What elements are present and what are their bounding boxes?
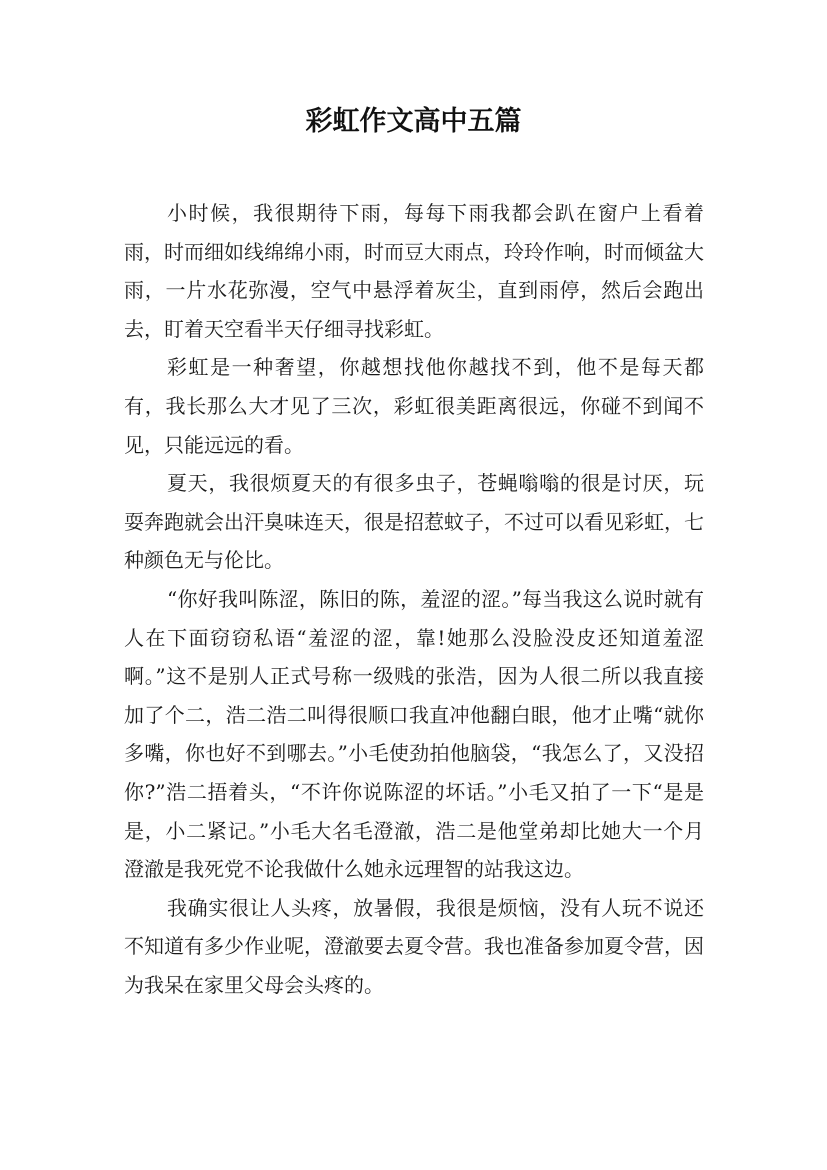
document-body bbox=[124, 194, 704, 1004]
paragraph-4: “你好我叫陈涩，陈旧的陈，羞涩的涩。”每当我这么说时就有人在下面窃窃私语“羞涩的涩，靠!她那么没脸没皮还知道羞涩啊。”这不是别人正式号称一级贱的张浩，因为人很二所以我直接加了个二，浩二浩二叫得很顺口我直冲他翻白眼，他才止嘴“就你多嘴，你也好不到哪去。”小毛使劲拍他脑袋，“我怎么了，又没招你?”浩二捂着头，“不许你说陈涩的坏话。”小毛又拍了一下“是是是，小二紧记。”小毛大名毛澄澈，浩二是他堂弟却比她大一个月澄澈是我死党不论我做什么她永远理智的站我这边。 bbox=[124, 586, 704, 882]
paragraph-1: 小时候，我很期待下雨，每每下雨我都会趴在窗户上看着雨，时而细如线绵绵小雨，时而豆大雨点，玲玲作响，时而倾盆大雨，一片水花弥漫，空气中悬浮着灰尘，直到雨停，然后会跑出去，盯着天空看半天仔细寻找彩虹。 bbox=[124, 201, 704, 341]
paragraph-2: 彩虹是一种奢望，你越想找他你越找不到，他不是每天都有，我长那么大才见了三次，彩虹很美距离很远，你碰不到闻不见，只能远远的看。 bbox=[124, 355, 704, 457]
paragraph-3: 夏天，我很烦夏天的有很多虫子，苍蝇嗡嗡的很是讨厌，玩耍奔跑就会出汗臭味连天，很是招惹蚊子，不过可以看见彩虹，七种颜色无与伦比。 bbox=[124, 471, 704, 573]
document-title: 彩虹作文高中五篇 bbox=[305, 106, 522, 137]
paragraph-5: 我确实很让人头疼，放暑假，我很是烦恼，没有人玩不说还不知道有多少作业呢，澄澈要去夏令营。我也准备参加夏令营，因为我呆在家里父母会头疼的。 bbox=[124, 895, 704, 997]
